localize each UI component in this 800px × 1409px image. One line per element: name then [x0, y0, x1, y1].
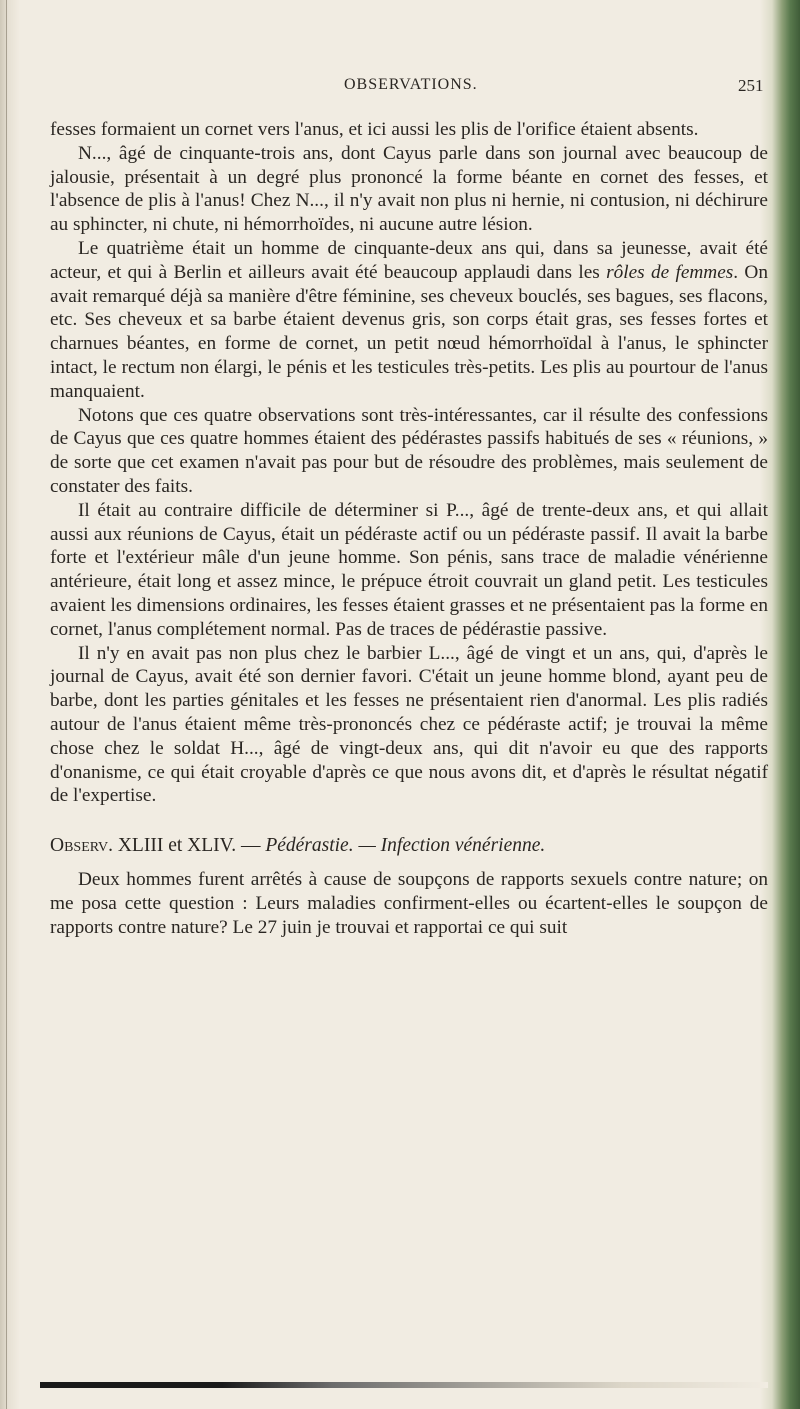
page-spine-line — [6, 0, 7, 1409]
section-heading — [50, 834, 768, 858]
text-segment: N..., âgé de cinquante-trois ans, dont Cayus parle dans son journal avec beaucoup de jalousie, présentait à un degré plus prononcé la forme béante en cornet des fesses, et l'absence de plis à l'anus! Chez N..., il n'y avait non plus ni hernie, ni contusion, ni déchirure au sphincter, ni chute, ni hémorrhoïdes, ni aucune autre lésion. — [50, 142, 768, 236]
text-segment: Il n'y en avait pas non plus chez le barbier L..., âgé de vingt et un ans, qui, d'après le journal de Cayus, avait été son dernier favori. C'était un jeune homme blond, ayant peu de barbe, dont les parties génitales et les fesses ne présentaient rien d'anormal. Les plis radiés autour de l'anus étaient même très-prononcés chez ce pédéraste actif; je trouvai la même chose chez le soldat H..., âgé de vingt-deux ans, qui dit n'avoir eu que des rapports d'onanisme, ce qui était croyable d'après ce que nous avons dit, et d'après le résultat négatif de l'expertise. — [50, 642, 768, 807]
text-segment: Deux hommes furent arrêtés à cause de soupçons de rapports sexuels contre nature; on me posa cette question : Leurs maladies confirment-elles ou écartent-elles le soupçon de rapports contre nature? Le 27 juin je trouvai et rapportai ce qui suit — [50, 868, 768, 938]
text-segment: Le quatrième était un homme de cinquante-deux ans qui, dans sa jeunesse, avait été acteur, et qui à Berlin et ailleurs avait été beaucoup applaudi dans les — [50, 237, 768, 283]
page-spine-shadow — [0, 0, 20, 1409]
text-segment: Notons que ces quatre observations sont très-intéressantes, car il résulte des confessions de Cayus que ces quatre hommes étaient des pédérastes passifs habitués de ses « réunions, » de sorte que cet examen n'avait pas pour but de résoudre des problèmes, mais seulement de constater des faits. — [50, 404, 768, 497]
body-text — [50, 118, 768, 939]
paragraph — [50, 499, 768, 642]
text-segment: . On avait remarqué déjà sa manière d'être féminine, ses cheveux bouclés, ses bagues, ses flacons, etc. Ses cheveux et sa barbe étaient devenus gris, son corps était gras, ses fesses fortes et charnues béantes, en forme de cornet, un petit nœud hémorrhoïdal à l'anus, le sphincter intact, le rectum non élargi, le pénis et les testicules très-petits. Les plis au pourtour de l'anus manquaient. — [50, 261, 768, 402]
paragraph — [50, 868, 768, 939]
running-head: OBSERVATIONS. — [344, 76, 478, 93]
page-header — [0, 76, 800, 106]
smallcaps-text: Observ. — [50, 835, 113, 857]
text-segment: fesses formaient un cornet vers l'anus, et ici aussi les plis de l'orifice étaient absents. — [50, 119, 699, 140]
paragraph — [50, 237, 768, 404]
paragraph — [50, 404, 768, 499]
paragraph — [50, 142, 768, 237]
text-segment: XLIII et XLIV. — — [112, 835, 266, 857]
paragraph — [50, 118, 768, 142]
italic-text: rôles de femmes — [606, 261, 734, 283]
text-segment: Il était au contraire difficile de déterminer si P..., âgé de trente-deux ans, et qui allait aussi aux réunions de Cayus, était un pédéraste actif ou un pédéraste passif. Il avait la barbe forte et l'extérieur mâle d'un jeune homme. Son pénis, sans trace de maladie vénérienne antérieure, était long et assez mince, le prépuce étroit couvrait un gland petit. Les testicules avaient les dimensions ordinaires, les fesses étaient grasses et ne présentaient pas la forme en cornet, l'anus complétement normal. Pas de traces de pédérastie passive. — [50, 499, 768, 640]
italic-text: Pédérastie. — Infection vénérienne. — [265, 835, 546, 857]
page-number: 251 — [738, 76, 764, 95]
paragraph — [50, 642, 768, 809]
bottom-scan-bar — [40, 1382, 768, 1388]
